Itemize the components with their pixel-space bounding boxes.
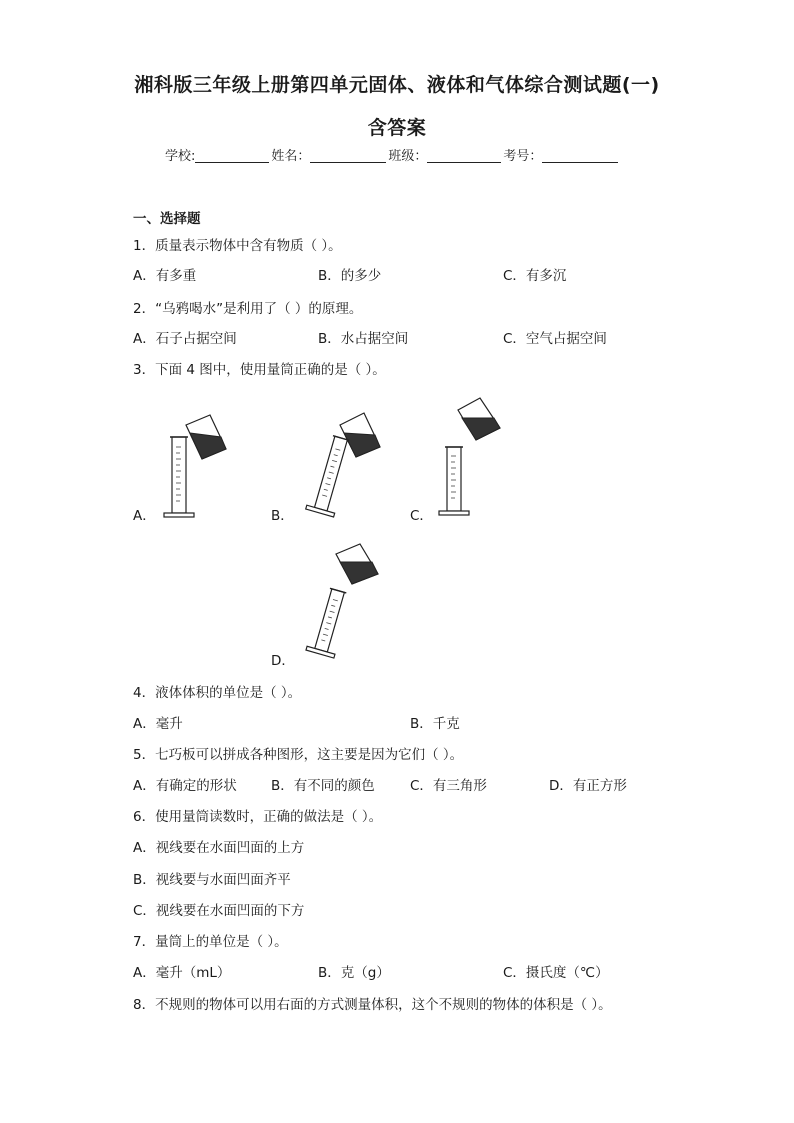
question-stem: 8．不规则的物体可以用右面的方式测量体积，这个不规则的物体的体积是（ ）。 <box>133 997 612 1013</box>
class-blank[interactable] <box>427 148 501 163</box>
figure-c-cylinder-gap <box>428 392 518 522</box>
graduated-cylinder-icon <box>306 587 352 658</box>
option-a[interactable]: A． <box>133 508 156 524</box>
option-b[interactable]: B．有不同的颜色 <box>271 778 375 794</box>
name-blank[interactable] <box>310 148 386 163</box>
page-title-line2: 含答案 <box>367 117 427 139</box>
option-a[interactable]: A．毫升 <box>133 716 183 732</box>
beaker-icon <box>336 544 378 584</box>
option-c[interactable]: C．有三角形 <box>410 778 487 794</box>
figure-d-cylinder-tilted-gap <box>290 540 400 665</box>
question-stem: 6．使用量筒读数时，正确的做法是（ ）。 <box>133 809 383 825</box>
option-c[interactable]: C．空气占据空间 <box>503 331 607 347</box>
figure-b-cylinder-tilted <box>290 405 400 525</box>
question-stem: 2．“乌鸦喝水”是利用了（ ）的原理。 <box>133 301 363 317</box>
question-stem: 4．液体体积的单位是（ ）。 <box>133 685 302 701</box>
beaker-icon <box>458 398 500 440</box>
option-b[interactable]: B．水占据空间 <box>318 331 409 347</box>
option-a[interactable]: A．有多重 <box>133 268 197 284</box>
option-c[interactable]: C．有多沉 <box>503 268 567 284</box>
exam-no-label: 考号： <box>503 149 543 164</box>
option-b[interactable]: B．千克 <box>410 716 460 732</box>
school-blank[interactable] <box>195 148 269 163</box>
option-b[interactable]: B．克（g） <box>318 965 390 981</box>
option-a[interactable]: A．视线要在水面凹面的上方 <box>133 840 305 856</box>
beaker-icon <box>186 415 226 459</box>
student-info-row <box>165 145 620 164</box>
question-stem: 7．量筒上的单位是（ ）。 <box>133 934 288 950</box>
graduated-cylinder-icon <box>439 447 469 515</box>
figure-a-cylinder-correct <box>150 395 250 525</box>
option-a[interactable]: A．有确定的形状 <box>133 778 237 794</box>
question-stem: 1．质量表示物体中含有物质（ ）。 <box>133 238 342 254</box>
option-d[interactable]: D． <box>271 653 295 669</box>
option-b[interactable]: B．的多少 <box>318 268 382 284</box>
page-title-line1: 湘科版三年级上册第四单元固体、液体和气体综合测试题(一) <box>134 74 660 96</box>
section-heading: 一、选择题 <box>133 211 201 227</box>
option-c[interactable]: C．视线要在水面凹面的下方 <box>133 903 305 919</box>
option-c[interactable]: C．摄氏度（℃） <box>503 965 609 981</box>
option-b[interactable]: B．视线要与水面凹面齐平 <box>133 872 291 888</box>
beaker-icon <box>340 413 380 457</box>
question-stem: 5．七巧板可以拼成各种图形，这主要是因为它们（ ）。 <box>133 747 464 763</box>
graduated-cylinder-icon <box>306 434 355 517</box>
graduated-cylinder-icon <box>164 437 194 517</box>
class-label: 班级： <box>388 149 428 164</box>
option-c[interactable]: C． <box>410 508 433 524</box>
option-d[interactable]: D．有正方形 <box>549 778 627 794</box>
option-a[interactable]: A．毫升（mL） <box>133 965 231 981</box>
option-a[interactable]: A．石子占据空间 <box>133 331 237 347</box>
name-label: 姓名： <box>271 149 311 164</box>
exam-no-blank[interactable] <box>542 148 618 163</box>
option-b[interactable]: B． <box>271 508 294 524</box>
question-stem: 3．下面 4 图中，使用量筒正确的是（ ）。 <box>133 362 386 378</box>
school-label: 学校: <box>165 149 196 164</box>
